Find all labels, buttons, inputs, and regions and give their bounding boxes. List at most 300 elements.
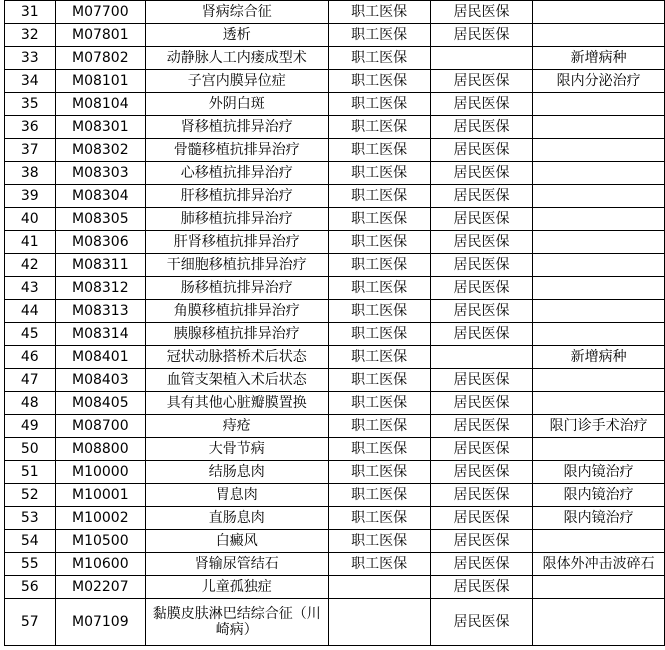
table-row [5,553,665,576]
disease-name: 黏膜皮肤淋巴结综合征（川崎病） [152,606,321,638]
employee-insurance: 职工医保 [351,441,408,457]
disease-name-cell [146,24,328,47]
employee-insurance-cell [328,24,430,47]
resident-insurance-cell [430,553,532,576]
disease-name: 冠状动脉搭桥术后状态 [166,349,307,365]
employee-insurance: 职工医保 [351,303,408,319]
resident-insurance-cell [430,185,532,208]
employee-insurance-cell [328,300,430,323]
disease-code-cell [55,346,146,369]
table-row [5,162,665,185]
table-row [5,576,665,599]
row-number-cell [5,438,56,461]
resident-insurance: 居民医保 [453,165,510,181]
disease-name: 痔疮 [222,418,251,434]
resident-insurance: 居民医保 [453,418,510,434]
disease-code: M08301 [72,119,129,135]
resident-insurance-cell [430,47,532,70]
disease-code-cell [55,24,146,47]
employee-insurance: 职工医保 [351,257,408,273]
note-cell [533,530,665,553]
resident-insurance-cell [430,300,532,323]
resident-insurance-cell [430,277,532,300]
employee-insurance-cell [328,346,430,369]
resident-insurance: 居民医保 [453,441,510,457]
resident-insurance: 居民医保 [453,303,510,319]
row-number-cell [5,70,56,93]
row-number-cell [5,599,56,646]
table-row [5,323,665,346]
disease-code-cell [55,70,146,93]
disease-code-cell [55,277,146,300]
row-number: 35 [20,96,39,112]
disease-name: 血管支架植入术后状态 [166,372,307,388]
disease-name-cell [146,139,328,162]
disease-name: 肾移植抗排异治疗 [180,119,293,135]
row-number-cell [5,231,56,254]
disease-code-cell [55,553,146,576]
disease-code: M10002 [72,510,129,526]
note-cell [533,415,665,438]
employee-insurance-cell [328,1,430,24]
table-row [5,530,665,553]
disease-code-cell [55,162,146,185]
table-row [5,300,665,323]
disease-code: M08302 [72,142,129,158]
resident-insurance: 居民医保 [453,372,510,388]
table-row [5,208,665,231]
table-row [5,231,665,254]
row-number-cell [5,576,56,599]
disease-code: M08104 [72,96,129,112]
resident-insurance: 居民医保 [453,487,510,503]
disease-name: 肾病综合征 [201,4,272,20]
row-number-cell [5,392,56,415]
resident-insurance-cell [430,484,532,507]
disease-name-cell [146,70,328,93]
note-cell [533,484,665,507]
disease-code-cell [55,116,146,139]
disease-code: M08303 [72,165,129,181]
row-number: 52 [20,487,39,503]
resident-insurance: 居民医保 [453,119,510,135]
disease-name: 子宫内膜异位症 [187,73,286,89]
resident-insurance-cell [430,576,532,599]
note-cell [533,24,665,47]
disease-code-cell [55,507,146,530]
disease-name: 胃息肉 [215,487,258,503]
disease-name: 大骨节病 [208,441,265,457]
row-number-cell [5,1,56,24]
row-number-cell [5,116,56,139]
employee-insurance: 职工医保 [351,96,408,112]
employee-insurance: 职工医保 [351,50,408,66]
disease-table-body [5,1,665,646]
employee-insurance-cell [328,70,430,93]
disease-name-cell [146,185,328,208]
employee-insurance: 职工医保 [351,556,408,572]
employee-insurance: 职工医保 [351,510,408,526]
note-cell [533,208,665,231]
row-number: 48 [20,395,39,411]
note-cell [533,553,665,576]
note-cell [533,162,665,185]
employee-insurance-cell [328,162,430,185]
disease-code: M08311 [72,257,129,273]
table-row [5,461,665,484]
row-number: 46 [20,349,39,365]
resident-insurance: 居民医保 [453,4,510,20]
note-cell [533,369,665,392]
table-row [5,70,665,93]
disease-name-cell [146,369,328,392]
disease-name: 心移植抗排异治疗 [180,165,293,181]
row-number-cell [5,461,56,484]
disease-code: M08305 [72,211,129,227]
employee-insurance-cell [328,507,430,530]
row-number-cell [5,300,56,323]
row-number: 37 [20,142,39,158]
row-number: 43 [20,280,39,296]
disease-code-cell [55,231,146,254]
resident-insurance-cell [430,139,532,162]
note: 限体外冲击波碎石 [542,556,655,572]
disease-name: 外阴白斑 [208,96,265,112]
table-row [5,47,665,70]
employee-insurance: 职工医保 [351,280,408,296]
disease-name-cell [146,346,328,369]
employee-insurance-cell [328,438,430,461]
disease-code-cell [55,484,146,507]
row-number-cell [5,346,56,369]
note-cell [533,392,665,415]
disease-code-cell [55,438,146,461]
employee-insurance: 职工医保 [351,73,408,89]
resident-insurance: 居民医保 [453,142,510,158]
resident-insurance: 居民医保 [453,614,510,630]
row-number: 57 [20,614,39,630]
disease-code-cell [55,254,146,277]
resident-insurance-cell [430,369,532,392]
employee-insurance: 职工医保 [351,119,408,135]
row-number: 47 [20,372,39,388]
resident-insurance: 居民医保 [453,27,510,43]
note-cell [533,300,665,323]
resident-insurance: 居民医保 [453,326,510,342]
employee-insurance-cell [328,392,430,415]
disease-name-cell [146,277,328,300]
disease-code-cell [55,139,146,162]
disease-code-cell [55,323,146,346]
employee-insurance: 职工医保 [351,372,408,388]
employee-insurance-cell [328,254,430,277]
note-cell [533,599,665,646]
disease-code: M08306 [72,234,129,250]
resident-insurance-cell [430,116,532,139]
disease-name: 动静脉人工内瘘成型术 [166,50,307,66]
employee-insurance-cell [328,208,430,231]
note: 限内镜治疗 [563,510,634,526]
row-number: 31 [20,4,39,20]
disease-code: M08304 [72,188,129,204]
resident-insurance-cell [430,438,532,461]
disease-name-cell [146,461,328,484]
employee-insurance: 职工医保 [351,27,408,43]
row-number: 42 [20,257,39,273]
row-number-cell [5,530,56,553]
disease-name-cell [146,231,328,254]
resident-insurance: 居民医保 [453,280,510,296]
disease-name-cell [146,576,328,599]
resident-insurance: 居民医保 [453,96,510,112]
note-cell [533,116,665,139]
row-number: 45 [20,326,39,342]
disease-name-cell [146,300,328,323]
resident-insurance-cell [430,530,532,553]
disease-name: 骨髓移植抗排异治疗 [173,142,300,158]
table-row [5,392,665,415]
disease-code: M10500 [72,533,129,549]
disease-name-cell [146,392,328,415]
resident-insurance-cell [430,323,532,346]
employee-insurance: 职工医保 [351,326,408,342]
disease-code: M07109 [72,614,129,630]
note-cell [533,438,665,461]
employee-insurance-cell [328,599,430,646]
table-row [5,116,665,139]
disease-name: 胰腺移植抗排异治疗 [173,326,300,342]
disease-name-cell [146,415,328,438]
row-number-cell [5,369,56,392]
disease-code-cell [55,599,146,646]
disease-name-cell [146,116,328,139]
disease-code-cell [55,208,146,231]
employee-insurance: 职工医保 [351,395,408,411]
disease-code-cell [55,93,146,116]
resident-insurance: 居民医保 [453,73,510,89]
row-number-cell [5,484,56,507]
disease-name-cell [146,47,328,70]
employee-insurance-cell [328,530,430,553]
disease-name: 干细胞移植抗排异治疗 [166,257,307,273]
resident-insurance-cell [430,93,532,116]
resident-insurance: 居民医保 [453,556,510,572]
employee-insurance: 职工医保 [351,464,408,480]
employee-insurance-cell [328,461,430,484]
disease-name-cell [146,323,328,346]
resident-insurance: 居民医保 [453,510,510,526]
disease-name: 结肠息肉 [208,464,265,480]
disease-code: M10600 [72,556,129,572]
note: 新增病种 [570,50,627,66]
resident-insurance-cell [430,461,532,484]
row-number: 54 [20,533,39,549]
employee-insurance: 职工医保 [351,234,408,250]
note-cell [533,507,665,530]
disease-code: M08401 [72,349,129,365]
row-number-cell [5,93,56,116]
disease-name-cell [146,162,328,185]
disease-code-cell [55,415,146,438]
employee-insurance-cell [328,231,430,254]
note-cell [533,254,665,277]
table-row [5,599,665,646]
disease-name: 白癜风 [215,533,258,549]
disease-name-cell [146,599,328,646]
disease-name: 肠移植抗排异治疗 [180,280,293,296]
disease-code-cell [55,47,146,70]
disease-name: 具有其他心脏瓣膜置换 [166,395,307,411]
note-cell [533,346,665,369]
row-number: 49 [20,418,39,434]
table-row [5,484,665,507]
row-number-cell [5,553,56,576]
resident-insurance-cell [430,208,532,231]
employee-insurance: 职工医保 [351,487,408,503]
employee-insurance-cell [328,139,430,162]
employee-insurance-cell [328,369,430,392]
resident-insurance-cell [430,231,532,254]
employee-insurance: 职工医保 [351,188,408,204]
row-number: 53 [20,510,39,526]
disease-name: 肾输尿管结石 [194,556,279,572]
note-cell [533,461,665,484]
row-number-cell [5,139,56,162]
employee-insurance-cell [328,415,430,438]
disease-name: 儿童孤独症 [201,579,272,595]
resident-insurance-cell [430,346,532,369]
employee-insurance-cell [328,277,430,300]
note: 限内镜治疗 [563,487,634,503]
employee-insurance-cell [328,93,430,116]
note-cell [533,231,665,254]
note-cell [533,576,665,599]
disease-name: 透析 [222,27,251,43]
row-number: 50 [20,441,39,457]
row-number: 36 [20,119,39,135]
disease-name-cell [146,484,328,507]
disease-code-cell [55,530,146,553]
employee-insurance: 职工医保 [351,142,408,158]
table-row [5,185,665,208]
table-row [5,415,665,438]
resident-insurance: 居民医保 [453,533,510,549]
note: 限门诊手术治疗 [549,418,648,434]
disease-code-cell [55,300,146,323]
disease-code-cell [55,392,146,415]
disease-table [4,0,665,646]
table-row [5,1,665,24]
resident-insurance-cell [430,162,532,185]
resident-insurance: 居民医保 [453,211,510,227]
row-number: 33 [20,50,39,66]
employee-insurance-cell [328,576,430,599]
table-row [5,254,665,277]
disease-name: 直肠息肉 [208,510,265,526]
employee-insurance: 职工医保 [351,211,408,227]
disease-name-cell [146,530,328,553]
row-number-cell [5,507,56,530]
row-number-cell [5,47,56,70]
resident-insurance: 居民医保 [453,464,510,480]
resident-insurance-cell [430,415,532,438]
note: 新增病种 [570,349,627,365]
resident-insurance: 居民医保 [453,234,510,250]
resident-insurance-cell [430,599,532,646]
disease-name-cell [146,507,328,530]
row-number-cell [5,208,56,231]
resident-insurance: 居民医保 [453,579,510,595]
disease-name: 肝肾移植抗排异治疗 [173,234,300,250]
disease-name-cell [146,93,328,116]
disease-code: M07801 [72,27,129,43]
disease-code: M08313 [72,303,129,319]
row-number-cell [5,24,56,47]
resident-insurance-cell [430,1,532,24]
table-row [5,346,665,369]
row-number-cell [5,415,56,438]
row-number: 41 [20,234,39,250]
resident-insurance-cell [430,24,532,47]
disease-name-cell [146,553,328,576]
resident-insurance: 居民医保 [453,395,510,411]
row-number-cell [5,323,56,346]
note-cell [533,70,665,93]
disease-code: M08312 [72,280,129,296]
employee-insurance-cell [328,116,430,139]
row-number: 56 [20,579,39,595]
employee-insurance-cell [328,185,430,208]
row-number: 34 [20,73,39,89]
row-number-cell [5,185,56,208]
disease-code: M08700 [72,418,129,434]
table-row [5,139,665,162]
employee-insurance-cell [328,553,430,576]
note-cell [533,277,665,300]
disease-code: M10000 [72,464,129,480]
note-cell [533,93,665,116]
row-number: 32 [20,27,39,43]
disease-name-cell [146,208,328,231]
note-cell [533,185,665,208]
note-cell [533,47,665,70]
employee-insurance: 职工医保 [351,349,408,365]
disease-code: M08405 [72,395,129,411]
note-cell [533,323,665,346]
row-number: 40 [20,211,39,227]
disease-code: M08800 [72,441,129,457]
note-cell [533,1,665,24]
employee-insurance: 职工医保 [351,4,408,20]
disease-code: M08101 [72,73,129,89]
note: 限内镜治疗 [563,464,634,480]
row-number: 55 [20,556,39,572]
employee-insurance-cell [328,47,430,70]
disease-name: 肺移植抗排异治疗 [180,211,293,227]
row-number: 38 [20,165,39,181]
disease-name-cell [146,254,328,277]
employee-insurance: 职工医保 [351,165,408,181]
disease-name: 肝移植抗排异治疗 [180,188,293,204]
table-row [5,24,665,47]
employee-insurance-cell [328,323,430,346]
note-cell [533,139,665,162]
disease-code-cell [55,576,146,599]
disease-name: 角膜移植抗排异治疗 [173,303,300,319]
table-row [5,93,665,116]
row-number-cell [5,254,56,277]
row-number: 44 [20,303,39,319]
